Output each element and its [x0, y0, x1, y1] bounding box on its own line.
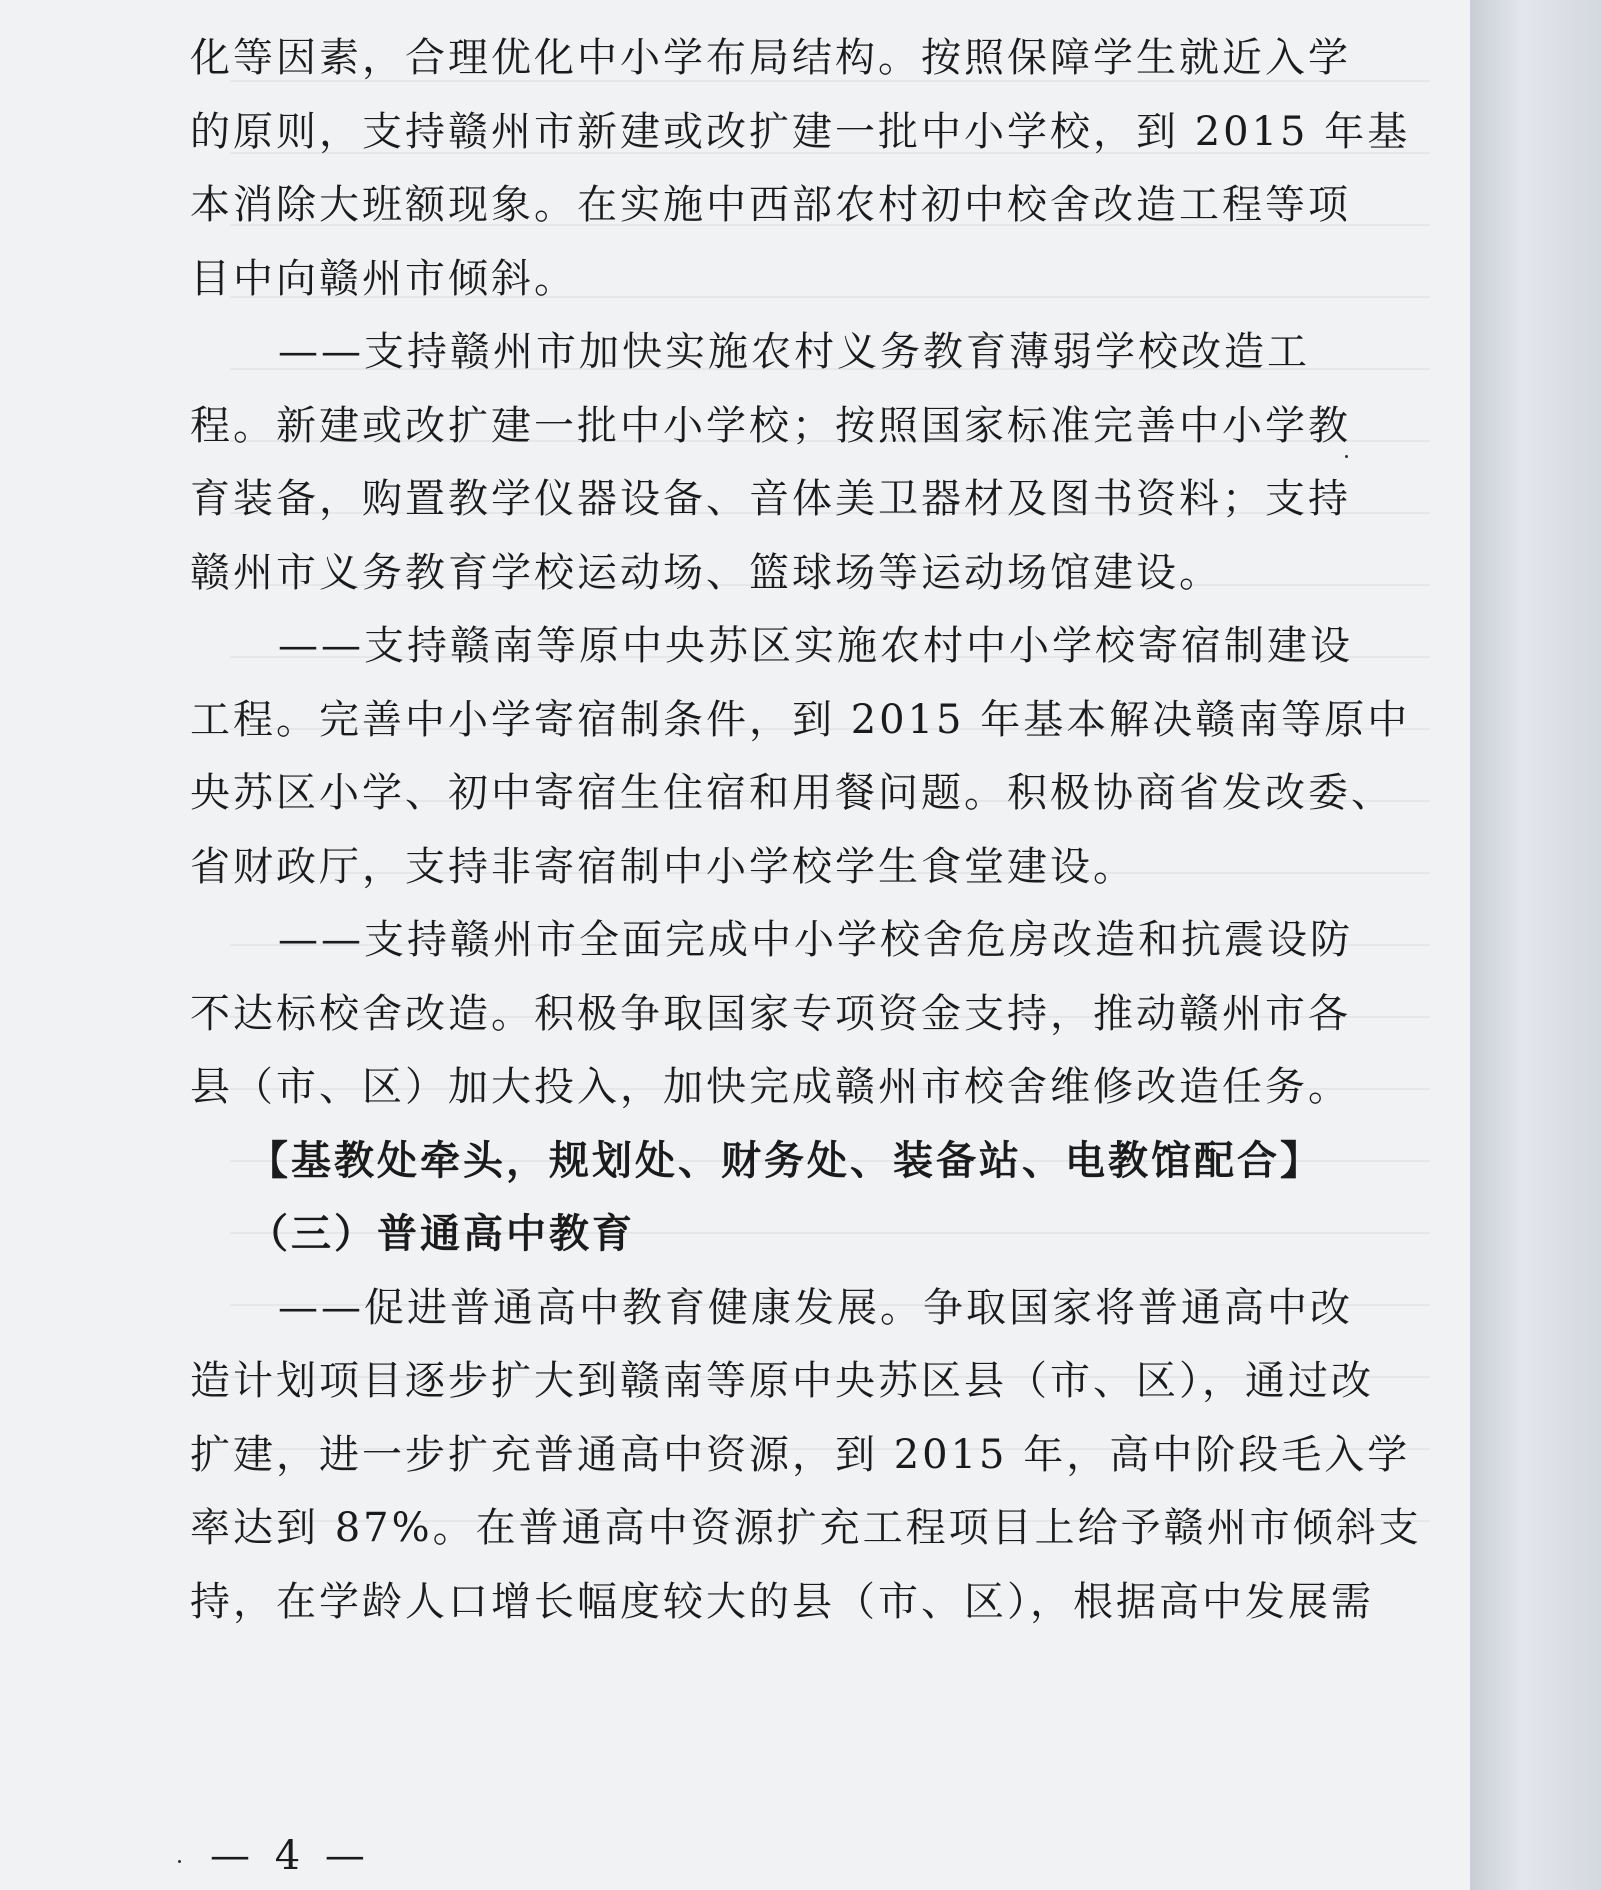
paragraph-start: ——支持赣南等原中央苏区实施农村中小学校寄宿制建设 — [278, 623, 1353, 669]
text-line: 央苏区小学、初中寄宿生住宿和用餐问题。积极协商省发改委、 — [190, 770, 1394, 816]
text-line: 的原则，支持赣州市新建或改扩建一批中小学校，到 2015 年基 — [190, 108, 1411, 155]
text-line: 化等因素，合理优化中小学布局结构。按照保障学生就近入学 — [190, 35, 1351, 81]
paragraph-start: ——促进普通高中教育健康发展。争取国家将普通高中改 — [278, 1284, 1353, 1331]
document-body — [190, 22, 1422, 1639]
paragraph-start: ——支持赣州市加快实施农村义务教育薄弱学校改造工 — [278, 329, 1310, 375]
text-line: 持，在学龄人口增长幅度较大的县（市、区），根据高中发展需 — [190, 1578, 1374, 1625]
paragraph-start: ——支持赣州市全面完成中小学校舍危房改造和抗震设防 — [278, 917, 1353, 963]
text-line: 目中向赣州市倾斜。 — [190, 255, 577, 302]
text-line: 育装备，购置教学仪器设备、音体美卫器材及图书资料；支持 — [190, 476, 1351, 522]
responsibility-note: 【基教处牵头，规划处、财务处、装备站、电教馆配合】 — [248, 1137, 1323, 1184]
text-line: 赣州市义务教育学校运动场、篮球场等运动场馆建设。 — [190, 549, 1222, 596]
text-line: 工程。完善中小学寄宿制条件，到 2015 年基本解决赣南等原中 — [190, 696, 1411, 743]
text-line: 县（市、区）加大投入，加快完成赣州市校舍维修改造任务。 — [190, 1064, 1351, 1110]
page-number: — 4 — — [210, 1833, 371, 1879]
scan-speck — [1345, 455, 1348, 458]
text-line: 省财政厅，支持非寄宿制中小学校学生食堂建设。 — [190, 843, 1136, 890]
scan-speck — [178, 1860, 181, 1863]
text-line: 造计划项目逐步扩大到赣南等原中央苏区县（市、区），通过改 — [190, 1358, 1374, 1404]
page-edge — [1470, 0, 1601, 1890]
text-line: 程。新建或改扩建一批中小学校；按照国家标准完善中小学教 — [190, 402, 1351, 449]
text-line: 扩建，进一步扩充普通高中资源，到 2015 年，高中阶段毛入学 — [190, 1431, 1411, 1478]
section-heading: （三）普通高中教育 — [248, 1211, 635, 1257]
text-line: 本消除大班额现象。在实施中西部农村初中校舍改造工程等项 — [190, 182, 1351, 228]
text-line: 不达标校舍改造。积极争取国家专项资金支持，推动赣州市各 — [190, 990, 1351, 1037]
text-line: 率达到 87%。在普通高中资源扩充工程项目上给予赣州市倾斜支 — [190, 1505, 1422, 1551]
